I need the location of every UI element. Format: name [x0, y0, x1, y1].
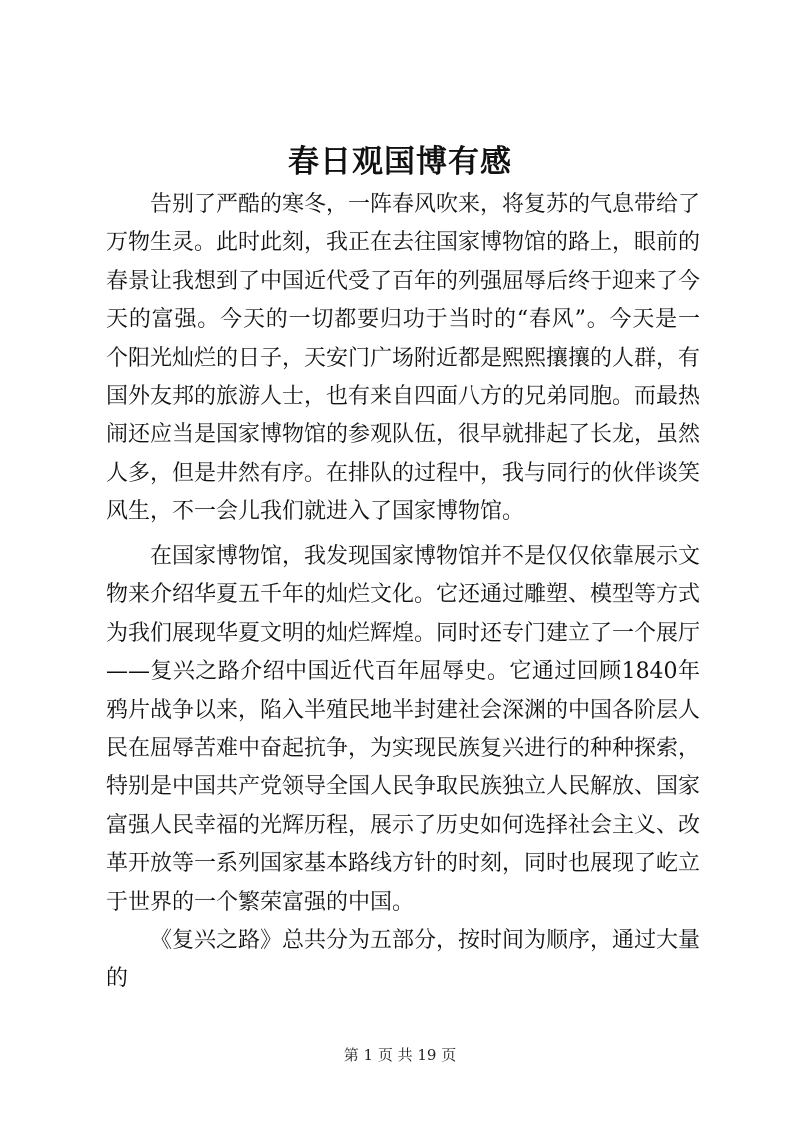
page-number-footer: 第 1 页 共 19 页 [343, 1046, 457, 1064]
document-body [106, 186, 701, 992]
paragraph: 在国家博物馆，我发现国家博物馆并不是仅仅依靠展示文物来介绍华夏五千年的灿烂文化。它还通过雕塑、模型等方式为我们展现华夏文明的灿烂辉煌。同时还专门建立了一个展厅——复兴之路介绍中国近代百年屈辱史。它通过回顾1840年鸦片战争以来，陷入半殖民地半封建社会深渊的中国各阶层人民在屈辱苦难中奋起抗争，为实现民族复兴进行的种种探索，特别是中国共产党领导全国人民争取民族独立人民解放、国家富强人民幸福的光辉历程，展示了历史如何选择社会主义、改革开放等一系列国家基本路线方针的时刻，同时也展现了屹立于世界的一个繁荣富强的中国。 [106, 544, 701, 915]
paragraph: 告别了严酷的寒冬，一阵春风吹来，将复苏的气息带给了万物生灵。此时此刻，我正在去往国家博物馆的路上，眼前的春景让我想到了中国近代受了百年的列强屈辱后终于迎来了今天的富强。今天的一切都要归功于当时的“春风”。今天是一个阳光灿烂的日子，天安门广场附近都是熙熙攘攘的人群，有国外友邦的旅游人士，也有来自四面八方的兄弟同胞。而最热闹还应当是国家博物馆的参观队伍，很早就排起了长龙，虽然人多，但是井然有序。在排队的过程中，我与同行的伙伴谈笑风生，不一会儿我们就进入了国家博物馆。 [106, 192, 701, 525]
paragraph: 《复兴之路》总共分为五部分，按时间为顺序，通过大量的 [106, 928, 701, 992]
document-title: 春日观国博有感 [288, 144, 512, 180]
